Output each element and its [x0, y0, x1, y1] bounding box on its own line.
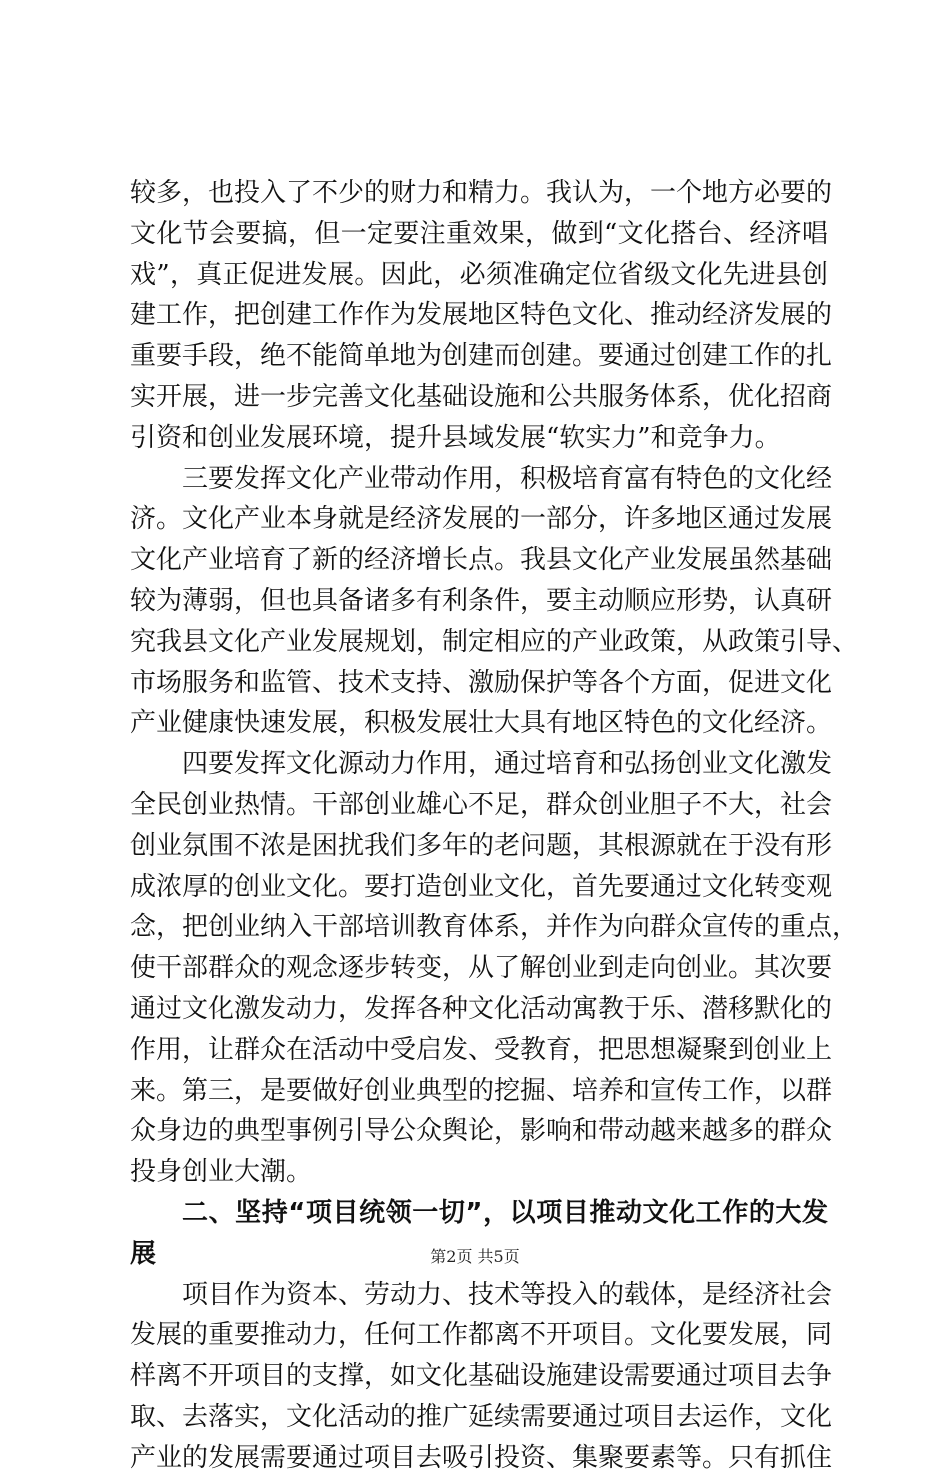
- text-line: 投身创业大潮。: [130, 1157, 313, 1188]
- text-line: 成浓厚的创业文化。要打造创业文化，首先要通过文化转变观: [130, 871, 833, 902]
- text-line: 济。文化产业本身就是经济发展的一部分，许多地区通过发展: [130, 504, 833, 535]
- text-line: 项目作为资本、劳动力、技术等投入的载体，是经济社会: [182, 1279, 833, 1310]
- paragraph: [130, 459, 859, 745]
- page-number: 第2页 共5页: [430, 1247, 520, 1266]
- text-line: 全民创业热情。干部创业雄心不足，群众创业胆子不大，社会: [130, 789, 833, 820]
- text-line: 引资和创业发展环境，提升县域发展“软实力”和竞争力。: [130, 422, 781, 453]
- text-line: 众身边的典型事例引导公众舆论，影响和带动越来越多的群众: [130, 1116, 833, 1147]
- paragraph: [130, 173, 833, 459]
- text-line: 三要发挥文化产业带动作用，积极培育富有特色的文化经: [182, 463, 833, 494]
- text-line: 样离不开项目的支撑，如文化基础设施建设需要通过项目去争: [130, 1361, 833, 1392]
- text-line: 来。第三，是要做好创业典型的挖掘、培养和宣传工作，以群: [130, 1075, 833, 1106]
- text-line: 实开展，进一步完善文化基础设施和公共服务体系，优化招商: [130, 381, 833, 412]
- text-line: 文化产业培育了新的经济增长点。我县文化产业发展虽然基础: [130, 545, 833, 576]
- text-line: 作用，让群众在活动中受启发、受教育，把思想凝聚到创业上: [130, 1034, 833, 1065]
- text-line: 市场服务和监管、技术支持、激励保护等各个方面，促进文化: [130, 667, 833, 698]
- text-line: 较为薄弱，但也具备诸多有利条件，要主动顺应形势，认真研: [130, 585, 833, 616]
- text-line: 究我县文化产业发展规划，制定相应的产业政策，从政策引导、: [130, 626, 859, 657]
- text-line: 建工作，把创建工作作为发展地区特色文化、推动经济发展的: [130, 300, 833, 331]
- text-line: 较多，也投入了不少的财力和精力。我认为，一个地方必要的: [130, 178, 833, 208]
- text-line: 通过文化激发动力，发挥各种文化活动寓教于乐、潜移默化的: [130, 993, 833, 1024]
- text-line: 使干部群众的观念逐步转变，从了解创业到走向创业。其次要: [130, 953, 833, 984]
- text-line: 文化节会要搞，但一定要注重效果，做到“文化搭台、经济唱: [130, 218, 828, 249]
- text-line: 念，把创业纳入干部培训教育体系，并作为向群众宣传的重点，: [130, 912, 859, 943]
- paragraph: [130, 1275, 833, 1479]
- text-line: 取、去落实，文化活动的推广延续需要通过项目去运作，文化: [130, 1401, 833, 1432]
- heading-line: 展: [130, 1238, 157, 1269]
- paragraph: [130, 744, 859, 1193]
- text-line: 产业健康快速发展，积极发展壮大具有地区特色的文化经济。: [130, 708, 833, 739]
- text-line: 戏”，真正促进发展。因此，必须准确定位省级文化先进县创: [130, 259, 828, 290]
- text-line: 创业氛围不浓是困扰我们多年的老问题，其根源就在于没有形: [130, 830, 833, 861]
- text-line: 产业的发展需要通过项目去吸引投资、集聚要素等。只有抓住: [130, 1442, 833, 1473]
- heading-line: 二、坚持“项目统领一切”，以项目推动文化工作的大发: [182, 1197, 828, 1228]
- text-line: 重要手段，绝不能简单地为创建而创建。要通过创建工作的扎: [130, 341, 833, 372]
- document-body: [130, 173, 859, 1479]
- text-line: 发展的重要推动力，任何工作都离不开项目。文化要发展，同: [130, 1320, 833, 1351]
- text-line: 四要发挥文化源动力作用，通过培育和弘扬创业文化激发: [182, 749, 833, 780]
